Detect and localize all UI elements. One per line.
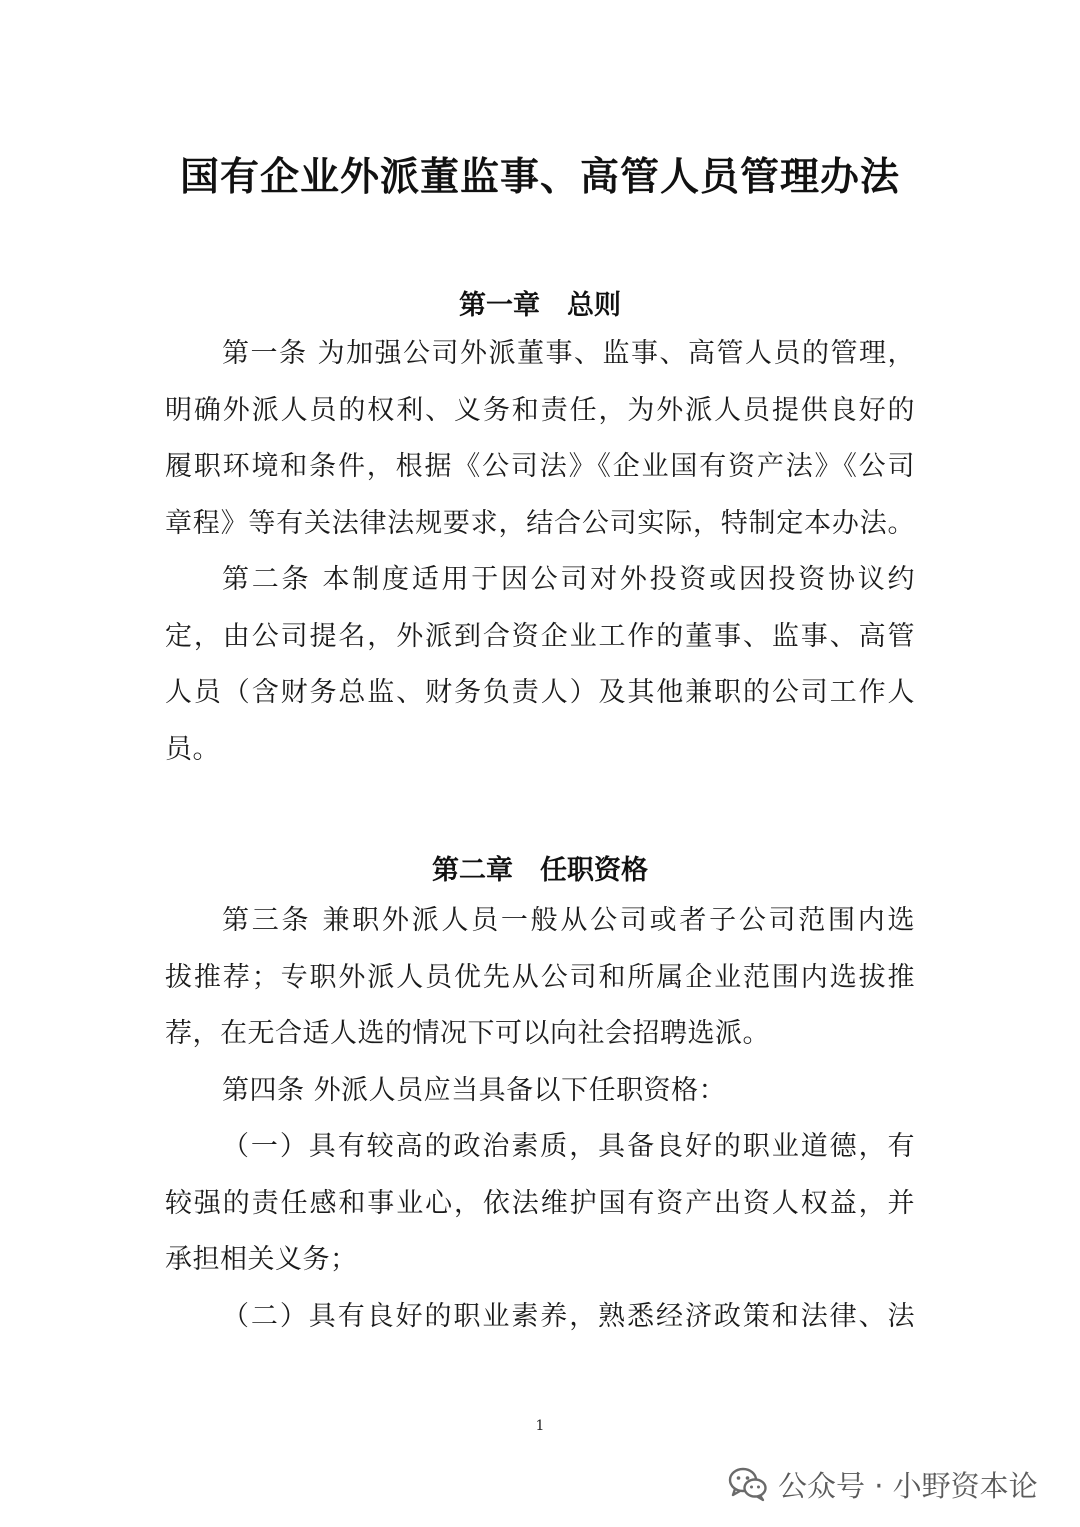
wechat-icon (728, 1466, 768, 1502)
text-line: 第三条 兼职外派人员一般从公司或者子公司范围内选 (222, 905, 915, 936)
text-line: （一）具有较高的政治素质，具备良好的职业道德，有 (222, 1131, 915, 1162)
text-line: 履职环境和条件，根据《公司法》《企业国有资产法》《公司 (165, 451, 915, 482)
text-line: （二）具有良好的职业素养，熟悉经济政策和法律、法 (222, 1300, 915, 1332)
article-1 (165, 336, 915, 562)
text-line: 员。 (165, 733, 220, 765)
text-line: 较强的责任感和事业心，依法维护国有资产出资人权益，并 (165, 1187, 915, 1219)
chapter-2-heading: 第二章 任职资格 (432, 855, 648, 886)
article-4-item-1 (165, 1129, 915, 1299)
text-line: 第一条 为加强公司外派董事、监事、高管人员的管理， (222, 338, 915, 369)
text-line: 人员（含财务总监、财务负责人）及其他兼职的公司工作人 (165, 677, 915, 708)
chapter-1-heading: 第一章 总则 (459, 290, 621, 321)
document-title: 国有企业外派董监事、高管人员管理办法 (179, 155, 900, 200)
article-3 (165, 903, 915, 1073)
watermark (728, 1462, 1038, 1506)
text-line: 定，由公司提名，外派到合资企业工作的董事、监事、高管 (165, 620, 915, 652)
article-2 (165, 562, 915, 788)
article-4-item-2 (165, 1299, 915, 1356)
text-line: 第二条 本制度适用于因公司对外投资或因投资协议约 (222, 564, 915, 595)
text-line: 明确外派人员的权利、义务和责任，为外派人员提供良好的 (165, 394, 915, 426)
text-line: 拔推荐；专职外派人员优先从公司和所属企业范围内选拔推 (165, 961, 915, 993)
text-line: 荐，在无合适人选的情况下可以向社会招聘选派。 (165, 1018, 770, 1049)
page-number: 1 (535, 1418, 545, 1434)
text-line: 第四条 外派人员应当具备以下任职资格： (222, 1074, 727, 1106)
watermark-text: 公众号 · 小野资本论 (778, 1468, 1038, 1503)
text-line: 承担相关义务； (165, 1244, 358, 1275)
article-4 (165, 1073, 915, 1130)
text-line: 章程》等有关法律法规要求，结合公司实际，特制定本办法。 (165, 507, 915, 539)
chapter-2-body (165, 903, 915, 1355)
chapter-1-body (165, 336, 915, 788)
